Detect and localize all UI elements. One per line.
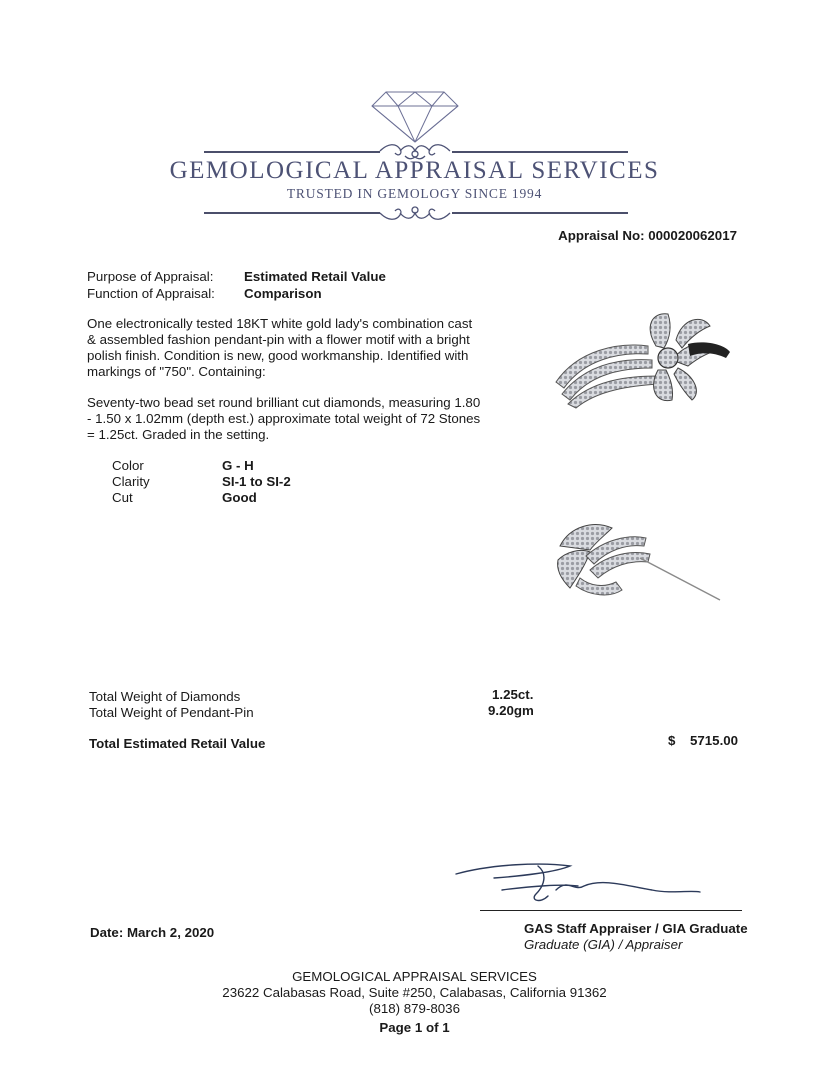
description-line: & assembled fashion pendant-pin with a flower motif with a bright [87, 332, 470, 347]
letterhead-rule-bottom-right [452, 212, 628, 214]
retail-currency-symbol: $ [668, 733, 676, 748]
letterhead-rule-top-right [452, 151, 628, 153]
letterhead-rule-top-left [204, 151, 380, 153]
diamond-logo-icon [370, 88, 460, 144]
diamond-line: Seventy-two bead set round brilliant cut diamonds, measuring 1.80 [87, 395, 481, 410]
description-line: markings of "750". Containing: [87, 364, 266, 379]
purpose-label: Purpose of Appraisal: [87, 269, 214, 284]
footer-phone: (818) 879-8036 [369, 1001, 460, 1016]
total-pendant-weight-value: 9.20gm [488, 703, 534, 718]
scroll-ornament-icon [378, 202, 452, 224]
appraisal-date: Date: March 2, 2020 [90, 925, 215, 940]
total-diamond-weight-value: 1.25ct. [492, 687, 534, 702]
total-pendant-weight-label: Total Weight of Pendant-Pin [89, 705, 254, 720]
description-paragraph [87, 316, 472, 380]
letterhead-rule-bottom-left [204, 212, 380, 214]
purpose-value: Estimated Retail Value [244, 269, 386, 284]
footer-company: GEMOLOGICAL APPRAISAL SERVICES [292, 969, 537, 984]
pendant-pin-photo-side [550, 516, 730, 606]
function-value: Comparison [244, 286, 322, 301]
cut-label: Cut [112, 490, 133, 505]
function-label: Function of Appraisal: [87, 286, 215, 301]
pendant-pin-photo-front [548, 300, 738, 410]
company-tagline: TRUSTED IN GEMOLOGY SINCE 1994 [286, 186, 543, 201]
diamond-line: = 1.25ct. Graded in the setting. [87, 427, 270, 442]
diamond-paragraph [87, 395, 480, 443]
cut-value: Good [222, 490, 257, 505]
color-value: G - H [222, 458, 254, 473]
appraiser-subtitle: Graduate (GIA) / Appraiser [524, 937, 683, 952]
appraiser-signature [452, 856, 712, 916]
clarity-label: Clarity [112, 474, 150, 489]
company-name: GEMOLOGICAL APPRAISAL SERVICES [169, 157, 660, 184]
page-number: Page 1 of 1 [379, 1020, 450, 1035]
retail-value-amount: 5715.00 [690, 733, 739, 748]
retail-value-label: Total Estimated Retail Value [89, 736, 266, 751]
appraisal-number: Appraisal No: 000020062017 [558, 228, 737, 243]
description-line: One electronically tested 18KT white gold lady's combination cast [87, 316, 473, 331]
clarity-value: SI-1 to SI-2 [222, 474, 291, 489]
appraiser-title: GAS Staff Appraiser / GIA Graduate [524, 921, 748, 936]
color-label: Color [112, 458, 144, 473]
description-line: polish finish. Condition is new, good workmanship. Identified with [87, 348, 469, 363]
signature-line [480, 910, 742, 911]
diamond-line: - 1.50 x 1.02mm (depth est.) approximate total weight of 72 Stones [87, 411, 481, 426]
total-diamond-weight-label: Total Weight of Diamonds [89, 689, 241, 704]
footer-address: 23622 Calabasas Road, Suite #250, Calabasas, California 91362 [222, 985, 607, 1000]
